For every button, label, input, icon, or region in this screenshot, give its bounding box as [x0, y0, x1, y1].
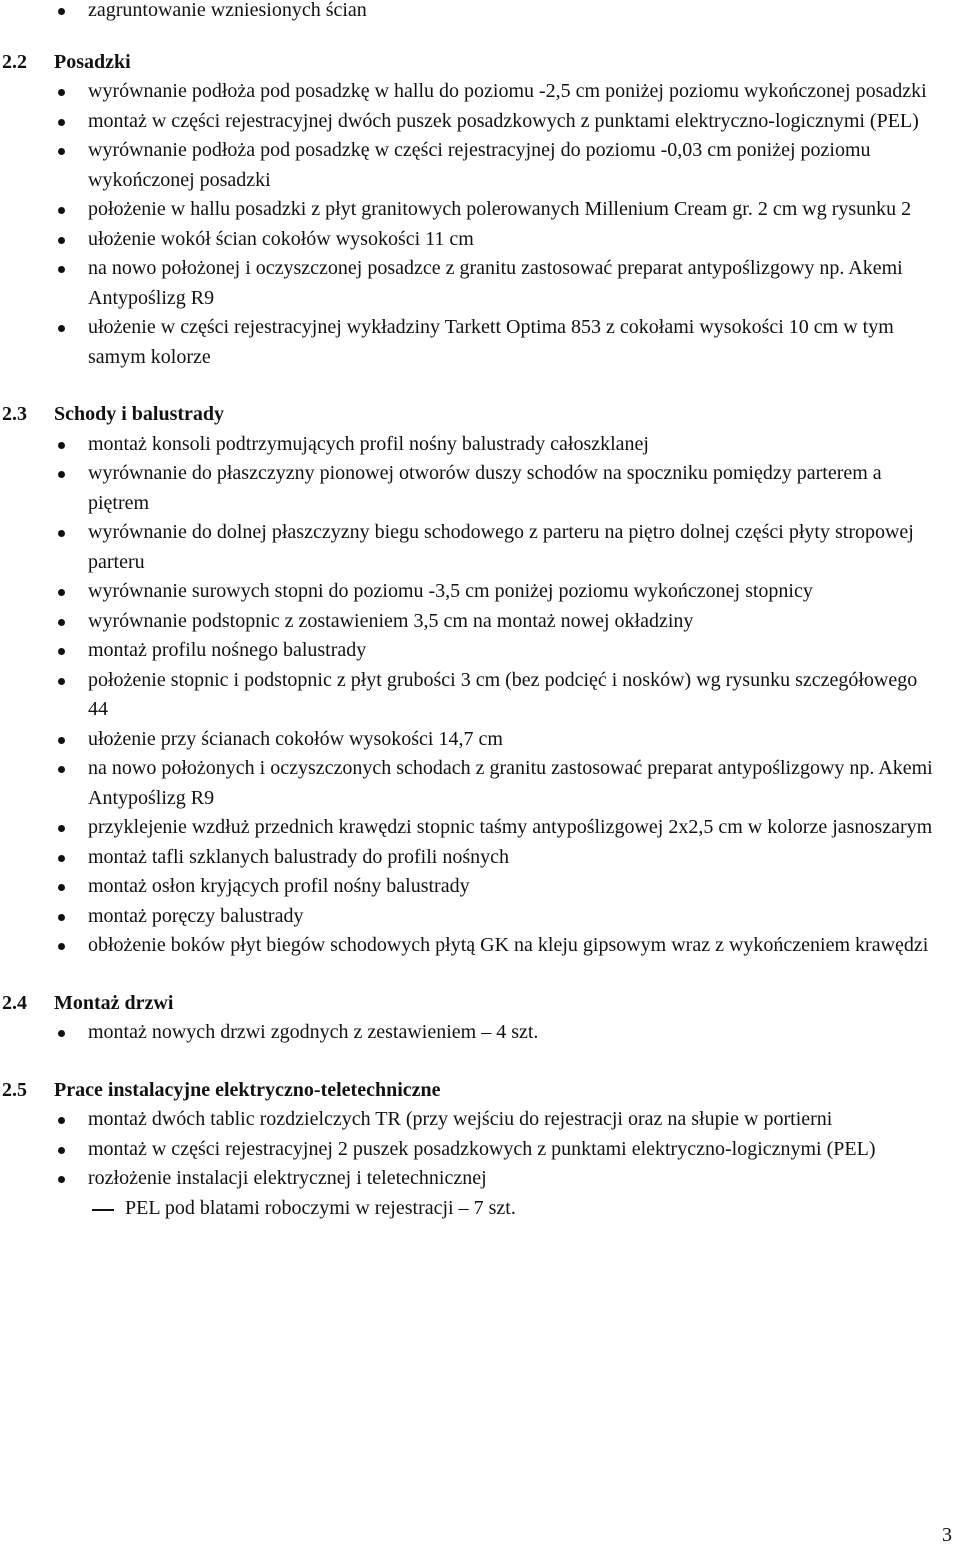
page-number: 3	[942, 1524, 952, 1546]
section-instalacje	[0, 1076, 960, 1224]
list-item: wyrównanie surowych stopni do poziomu -3,5 cm poniżej poziomu wykończonej stopnicy	[88, 577, 938, 607]
list-item: ułożenie przy ścianach cokołów wysokości 14,7 cm	[88, 725, 938, 755]
list-item	[88, 1164, 938, 1223]
lead-list	[0, 0, 938, 26]
section-title: Prace instalacyjne elektryczno-teletechniczne	[54, 1078, 441, 1101]
list-item: ułożenie w części rejestracyjnej wykładziny Tarkett Optima 853 z cokołami wysokości 10 cm w tym samym kolorze	[88, 313, 938, 372]
list-item: wyrównanie podłoża pod posadzkę w hallu do poziomu -2,5 cm poniżej poziomu wykończonej posadzki	[88, 77, 938, 107]
list-item-text: rozłożenie instalacji elektrycznej i teletechnicznej	[88, 1167, 487, 1189]
list-item: wyrównanie do płaszczyzny pionowej otworów duszy schodów na spoczniku pomiędzy parterem a piętrem	[88, 459, 938, 518]
section-title: Montaż drzwi	[54, 991, 174, 1014]
list-item: montaż nowych drzwi zgodnych z zestawieniem – 4 szt.	[88, 1018, 938, 1048]
list-item: montaż tafli szklanych balustrady do profili nośnych	[88, 843, 938, 873]
sub-list-item: PEL pod blatami roboczymi w rejestracji – 7 szt.	[125, 1194, 938, 1224]
list-item: obłożenie boków płyt biegów schodowych płytą GK na kleju gipsowym wraz z wykończeniem krawędzi	[88, 931, 938, 961]
list-item: zagruntowanie wzniesionych ścian	[88, 0, 938, 26]
section-posadzki	[0, 48, 960, 373]
bullet-list	[0, 1105, 938, 1223]
list-item: montaż dwóch tablic rozdzielczych TR (przy wejściu do rejestracji oraz na słupie w portierni	[88, 1105, 938, 1135]
list-item: wyrównanie podłoża pod posadzkę w części rejestracyjnej do poziomu -0,03 cm poniżej poziomu wykończonej posadzki	[88, 136, 938, 195]
section-title: Schody i balustrady	[54, 403, 225, 425]
section-heading	[0, 400, 960, 430]
list-item: montaż w części rejestracyjnej dwóch puszek posadzkowych z punktami elektryczno-logicznymi (PEL)	[88, 107, 938, 137]
list-item: montaż osłon kryjących profil nośny balustrady	[88, 872, 938, 902]
list-item: montaż profilu nośnego balustrady	[88, 636, 938, 666]
bullet-list	[0, 430, 938, 961]
list-item: wyrównanie podstopnic z zostawieniem 3,5 cm na montaż nowej okładziny	[88, 607, 938, 637]
list-item: na nowo położonych i oczyszczonych schodach z granitu zastosować preparat antypoślizgowy np. Akemi Antypoślizg R9	[88, 754, 938, 813]
list-item: montaż poręczy balustrady	[88, 902, 938, 932]
lead-section	[0, 0, 960, 26]
section-number: 2.4	[2, 991, 27, 1014]
section-number: 2.5	[2, 1078, 27, 1101]
list-item: wyrównanie do dolnej płaszczyzny biegu schodowego z parteru na piętro dolnej części płyty stropowej parteru	[88, 518, 938, 577]
list-item: montaż konsoli podtrzymujących profil nośny balustrady całoszklanej	[88, 430, 938, 460]
list-item: na nowo położonej i oczyszczonej posadzce z granitu zastosować preparat antypoślizgowy np. Akemi Antypoślizg R9	[88, 254, 938, 313]
section-heading	[0, 989, 960, 1019]
sub-list	[88, 1194, 938, 1224]
bullet-list	[0, 77, 938, 372]
list-item: montaż w części rejestracyjnej 2 puszek posadzkowych z punktami elektryczno-logicznymi (PEL)	[88, 1135, 938, 1165]
section-heading	[0, 48, 960, 78]
list-item: ułożenie wokół ścian cokołów wysokości 11 cm	[88, 225, 938, 255]
section-number: 2.2	[2, 50, 27, 73]
section-heading	[0, 1076, 960, 1106]
list-item: położenie w hallu posadzki z płyt granitowych polerowanych Millenium Cream gr. 2 cm wg rysunku 2	[88, 195, 938, 225]
section-schody	[0, 400, 960, 961]
section-title: Posadzki	[54, 50, 131, 73]
bullet-list	[0, 1018, 938, 1048]
list-item: przyklejenie wzdłuż przednich krawędzi stopnic taśmy antypoślizgowej 2x2,5 cm w kolorze jasnoszarym	[88, 813, 938, 843]
section-number: 2.3	[2, 403, 27, 425]
section-drzwi	[0, 989, 960, 1048]
list-item: położenie stopnic i podstopnic z płyt grubości 3 cm (bez podcięć i nosków) wg rysunku szczegółowego 44	[88, 666, 938, 725]
